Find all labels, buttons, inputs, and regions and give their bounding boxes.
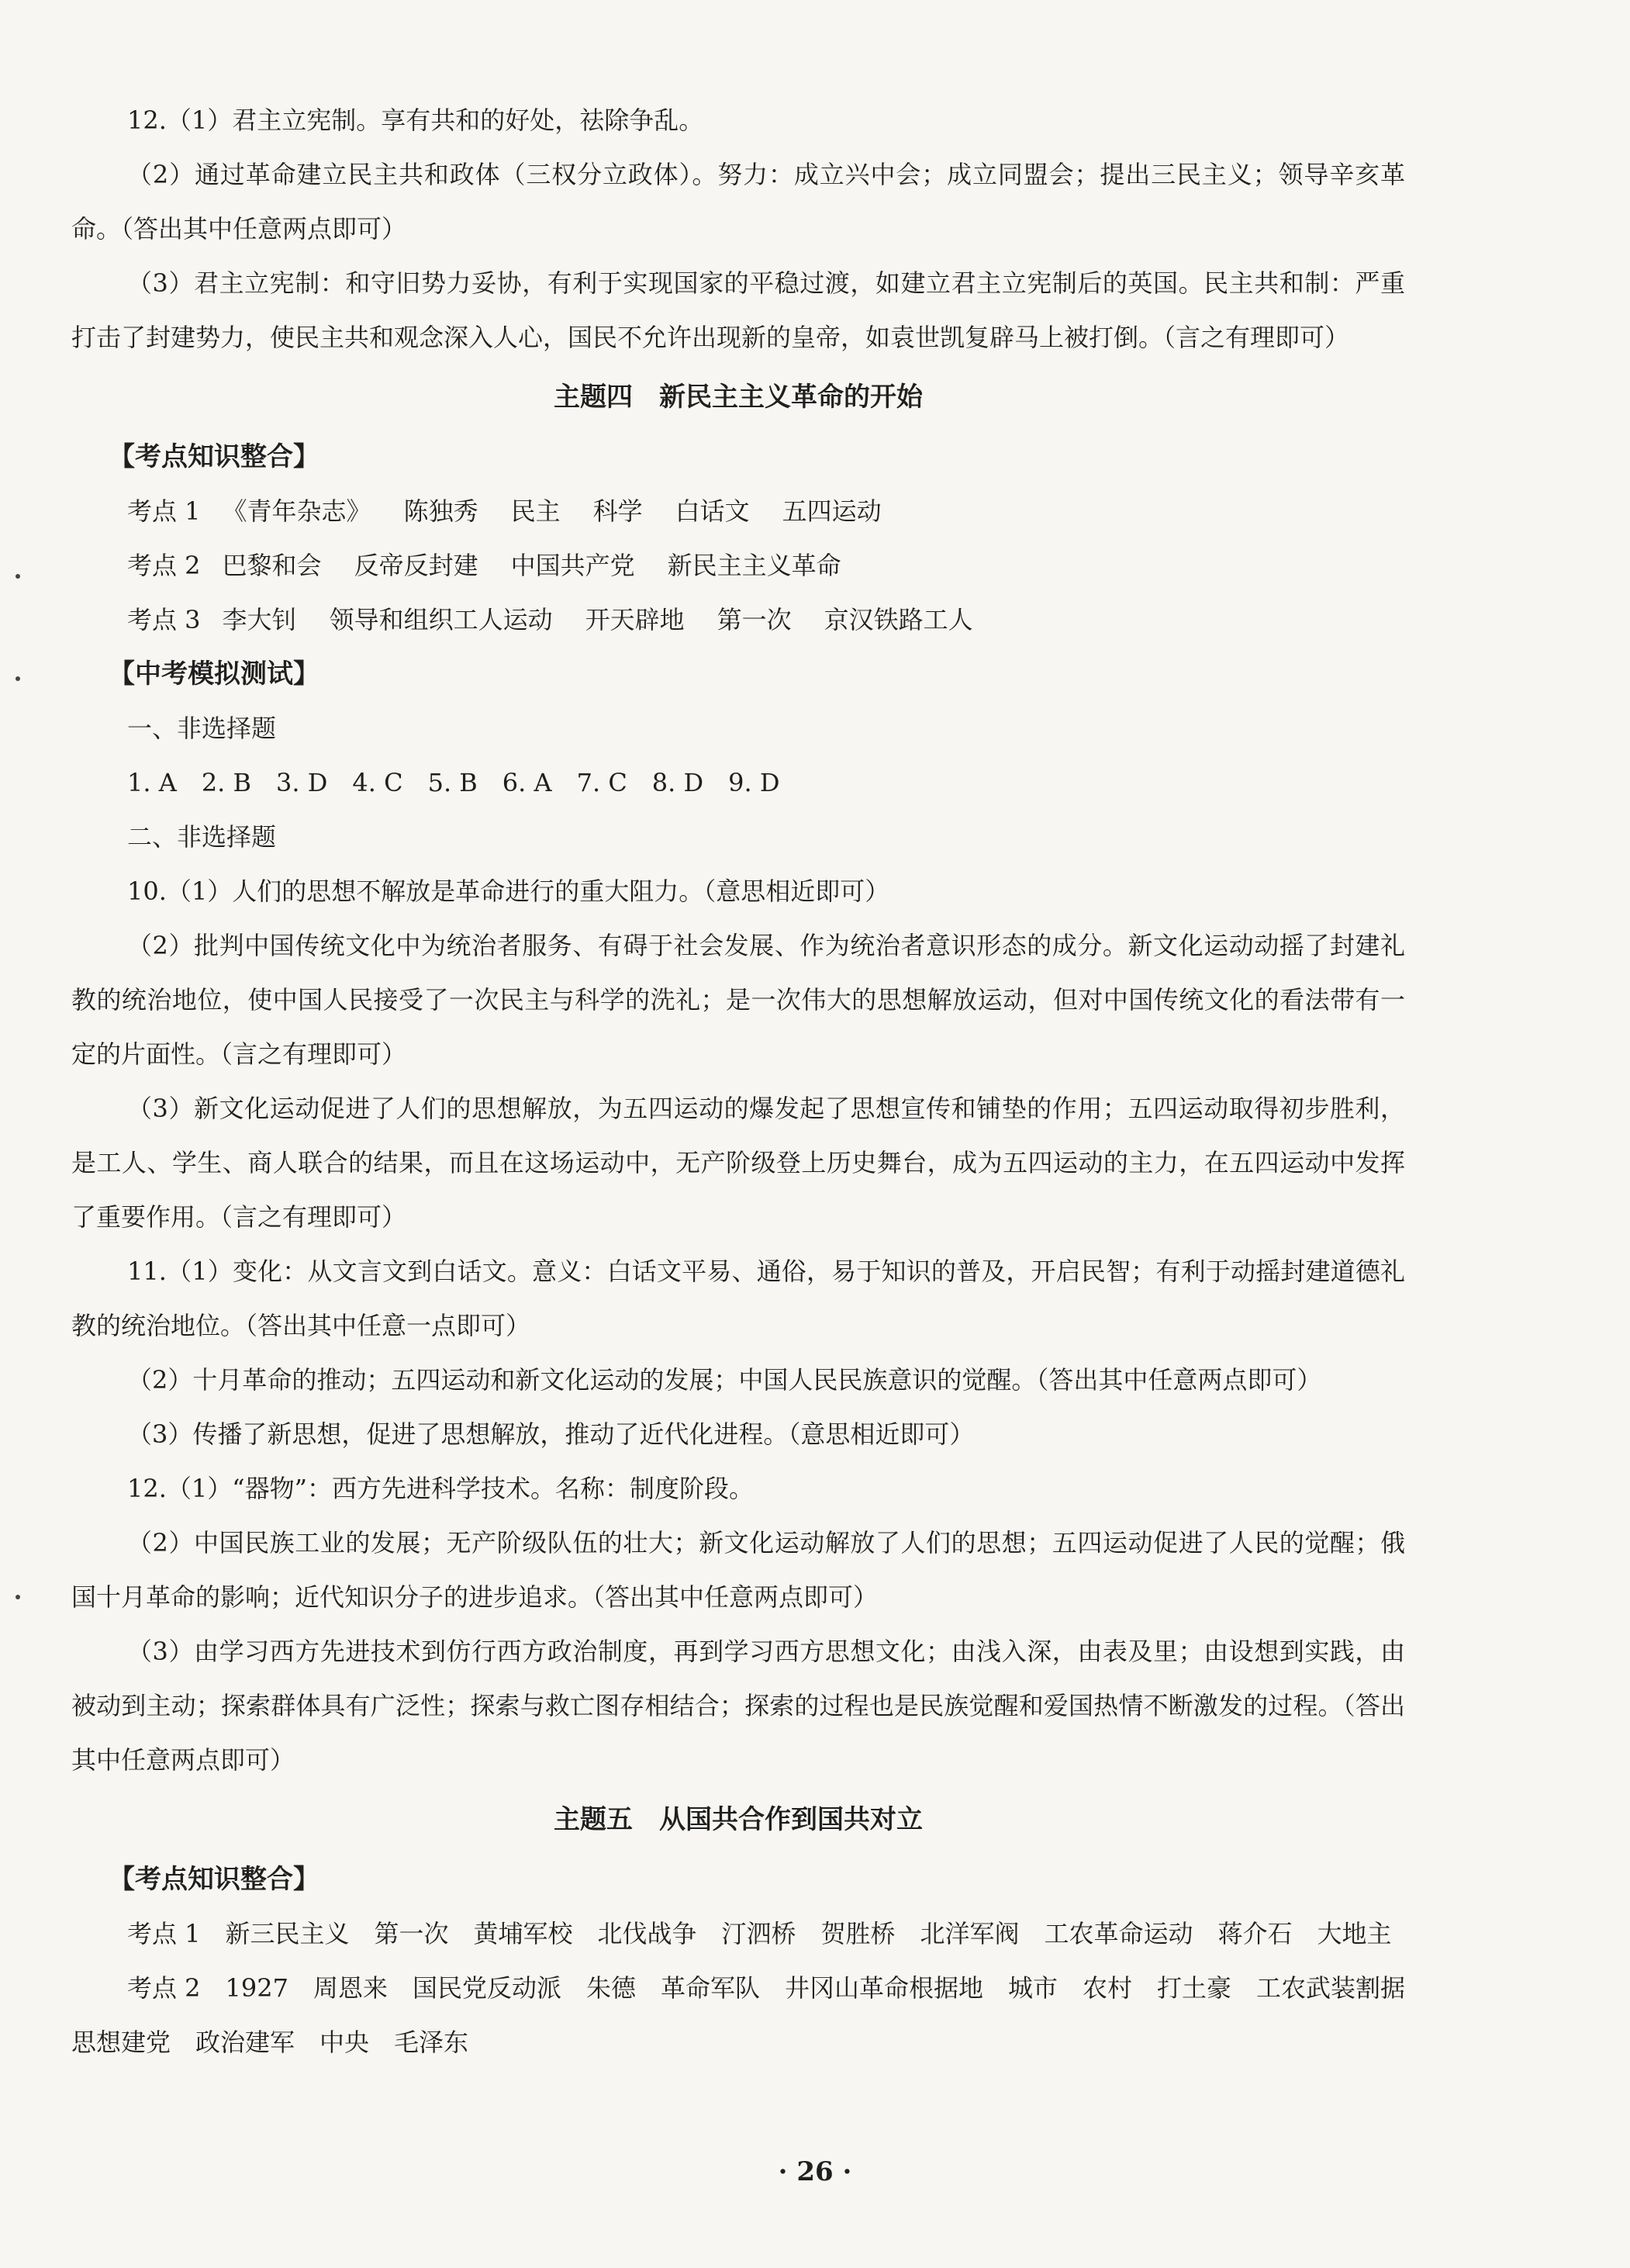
- margin-dot: [16, 574, 20, 579]
- kaodian-term: 京汉铁路工人: [824, 605, 973, 634]
- kaodian-term: 五四运动: [782, 496, 882, 526]
- kaodian-row: [71, 484, 1405, 538]
- answer-11-2: （2）十月革命的推动；五四运动和新文化运动的发展；中国人民民族意识的觉醒。（答出其中任意两点即可）: [127, 1365, 1322, 1395]
- part2-title: 二、非选择题: [127, 822, 277, 852]
- answer-12-1-b: 12.（1）“器物”：西方先进科学技术。名称：制度阶段。: [127, 1474, 754, 1503]
- kaodian-row: [71, 593, 1405, 647]
- kaodian-term: 陈独秀: [403, 496, 478, 526]
- choice-answers: 1. A 2. B 3. D 4. C 5. B 6. A 7. C 8. D 9. D: [127, 768, 780, 797]
- margin-dot: [16, 676, 20, 681]
- kaodian-term: 民主: [510, 496, 561, 526]
- page-content: [71, 93, 1431, 2069]
- kaodian-5-1: 考点 1 新三民主义 第一次 黄埔军校 北伐战争 汀泗桥 贺胜桥 北洋军阀 工农革命运动 蒋介石 大地主: [127, 1919, 1392, 1948]
- answer-12-3: （3）君主立宪制：和守旧势力妥协，有利于实现国家的平稳过渡，如建立君主立宪制后的英国。民主共和制：严重打击了封建势力，使民主共和观念深入人心，国民不允许出现新的皇帝，如袁世凯复辟马上被打倒。（言之有理即可）: [71, 268, 1405, 352]
- test-tag: 【中考模拟测试】: [109, 659, 319, 690]
- kaodian-term: 领导和组织工人运动: [329, 605, 553, 634]
- answer-10-3: （3）新文化运动促进了人们的思想解放，为五四运动的爆发起了思想宣传和铺垫的作用；五四运动取得初步胜利，是工人、学生、商人联合的结果，而且在这场运动中，无产阶级登上历史舞台，成为五四运动的主力，在五四运动中发挥了重要作用。（言之有理即可）: [71, 1094, 1405, 1232]
- answer-11-1: 11.（1）变化：从文言文到白话文。意义：白话文平易、通俗，易于知识的普及，开启民智；有利于动摇封建道德礼教的统治地位。（答出其中任意一点即可）: [71, 1257, 1405, 1340]
- theme5-title: 主题五 从国共合作到国共对立: [554, 1804, 923, 1835]
- answer-12-2-b: （2）中国民族工业的发展；无产阶级队伍的壮大；新文化运动解放了人们的思想；五四运动促进了人民的觉醒；俄国十月革命的影响；近代知识分子的进步追求。（答出其中任意两点即可）: [71, 1528, 1405, 1612]
- knowledge-tag: 【考点知识整合】: [109, 441, 319, 472]
- answer-11-3: （3）传播了新思想，促进了思想解放，推动了近代化进程。（意思相近即可）: [127, 1419, 975, 1449]
- kaodian-5-2: 考点 2 1927 周恩来 国民党反动派 朱德 革命军队 井冈山革命根据地 城市 农村 打土豪 工农武装割据 思想建党 政治建军 中央 毛泽东: [71, 1973, 1431, 2057]
- theme4-title: 主题四 新民主主义革命的开始: [554, 382, 923, 413]
- kaodian-label: 考点 1: [127, 496, 201, 526]
- kaodian-term: 第一次: [717, 605, 792, 634]
- kaodian-term: 白话文: [675, 496, 750, 526]
- answer-12-1: 12.（1）君主立宪制。享有共和的好处，祛除争乱。: [127, 105, 704, 135]
- answer-10-2: （2）批判中国传统文化中为统治者服务、有碍于社会发展、作为统治者意识形态的成分。新文化运动动摇了封建礼教的统治地位，使中国人民接受了一次民主与科学的洗礼；是一次伟大的思想解放运动，但对中国传统文化的看法带有一定的片面性。（言之有理即可）: [71, 931, 1405, 1069]
- margin-dot: [16, 1595, 20, 1599]
- kaodian-term: 巴黎和会: [222, 551, 322, 580]
- kaodian-term: 反帝反封建: [354, 551, 478, 580]
- kaodian-term: 《青年杂志》: [222, 496, 371, 526]
- part1-title: 一、非选择题: [127, 714, 277, 743]
- kaodian-list: [71, 484, 1405, 647]
- kaodian-term: 科学: [592, 496, 643, 526]
- knowledge-tag-2: 【考点知识整合】: [109, 1864, 319, 1895]
- answer-10-1: 10.（1）人们的思想不解放是革命进行的重大阻力。（意思相近即可）: [127, 876, 890, 906]
- kaodian-term: 新民主主义革命: [667, 551, 841, 580]
- kaodian-label: 考点 3: [127, 605, 201, 634]
- kaodian-label: 考点 2: [127, 551, 201, 580]
- answer-12-2: （2）通过革命建立民主共和政体（三权分立政体）。努力：成立兴中会；成立同盟会；提出三民主义；领导辛亥革命。（答出其中任意两点即可）: [71, 160, 1405, 244]
- kaodian-row: [71, 538, 1405, 593]
- page-number: · 26 ·: [778, 2156, 852, 2187]
- kaodian-term: 开天辟地: [585, 605, 685, 634]
- kaodian-term: 中国共产党: [510, 551, 635, 580]
- kaodian-term: 李大钊: [222, 605, 297, 634]
- answer-12-3-b: （3）由学习西方先进技术到仿行西方政治制度，再到学习西方思想文化；由浅入深，由表及里；由设想到实践，由被动到主动；探索群体具有广泛性；探索与救亡图存相结合；探索的过程也是民族觉醒和爱国热情不断激发的过程。（答出其中任意两点即可）: [71, 1637, 1405, 1775]
